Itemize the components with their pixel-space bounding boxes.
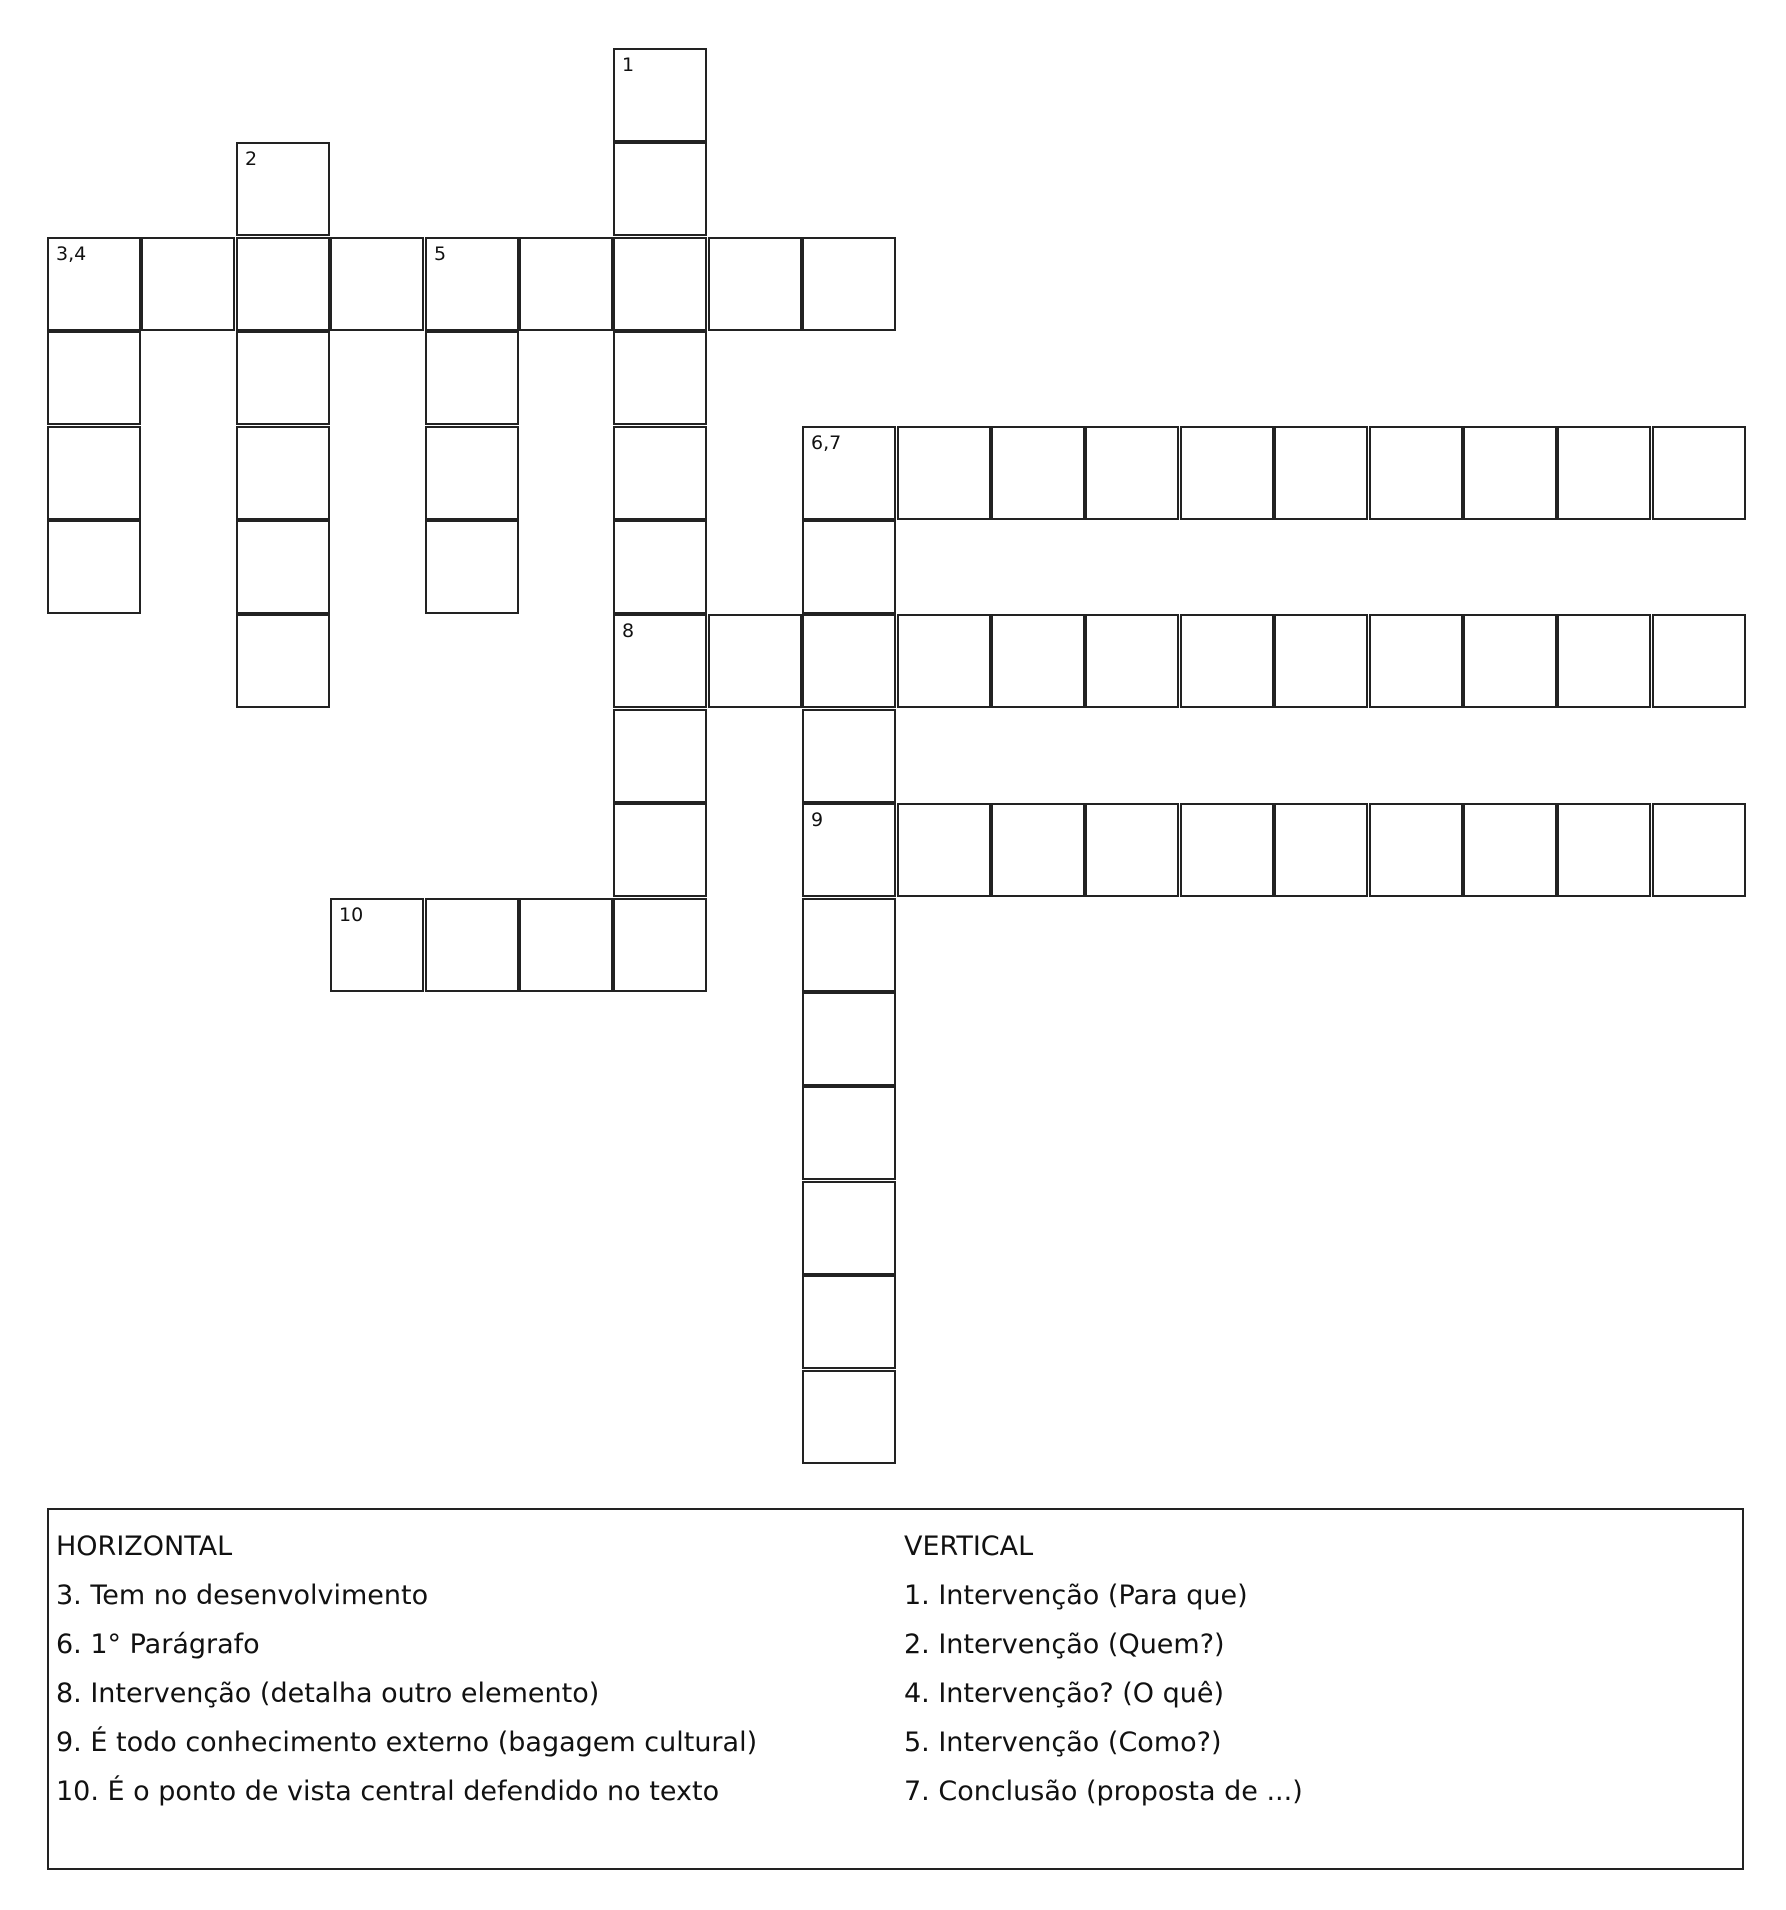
crossword-cell[interactable] bbox=[425, 426, 519, 520]
crossword-cell[interactable] bbox=[613, 614, 707, 708]
crossword-cell[interactable] bbox=[236, 426, 330, 520]
clue-number: 8 bbox=[622, 620, 635, 642]
clues-box bbox=[47, 1508, 1744, 1870]
crossword-cell[interactable] bbox=[1369, 803, 1463, 897]
horizontal-heading: HORIZONTAL bbox=[56, 1531, 233, 1562]
crossword-cell[interactable] bbox=[330, 237, 424, 331]
clue-number: 2 bbox=[245, 148, 258, 170]
vertical-clues bbox=[904, 1522, 1303, 1816]
crossword-cell[interactable] bbox=[47, 520, 141, 614]
crossword-cell[interactable] bbox=[802, 614, 896, 708]
crossword-cell[interactable] bbox=[1274, 426, 1368, 520]
crossword-cell[interactable] bbox=[802, 426, 896, 520]
crossword-cell[interactable] bbox=[991, 426, 1085, 520]
crossword-cell[interactable] bbox=[47, 426, 141, 520]
crossword-cell[interactable] bbox=[613, 331, 707, 425]
clue-item: 8. Intervenção (detalha outro elemento) bbox=[56, 1678, 600, 1709]
crossword-cell[interactable] bbox=[425, 898, 519, 992]
crossword-cell[interactable] bbox=[1652, 426, 1746, 520]
crossword-cell[interactable] bbox=[897, 803, 991, 897]
crossword-cell[interactable] bbox=[1180, 426, 1274, 520]
crossword-cell[interactable] bbox=[802, 237, 896, 331]
crossword-cell[interactable] bbox=[802, 992, 896, 1086]
crossword-cell[interactable] bbox=[141, 237, 235, 331]
clue-number: 1 bbox=[622, 54, 635, 76]
crossword-cell[interactable] bbox=[1085, 614, 1179, 708]
crossword-cell[interactable] bbox=[802, 1086, 896, 1180]
vertical-heading: VERTICAL bbox=[904, 1531, 1034, 1562]
crossword-cell[interactable] bbox=[1652, 614, 1746, 708]
clue-item: 1. Intervenção (Para que) bbox=[904, 1580, 1248, 1611]
clue-number: 6,7 bbox=[811, 432, 842, 454]
crossword-cell[interactable] bbox=[1180, 614, 1274, 708]
crossword-cell[interactable] bbox=[613, 520, 707, 614]
crossword-cell[interactable] bbox=[897, 614, 991, 708]
crossword-cell[interactable] bbox=[1180, 803, 1274, 897]
crossword-cell[interactable] bbox=[425, 237, 519, 331]
crossword-cell[interactable] bbox=[236, 614, 330, 708]
clue-number: 3,4 bbox=[56, 243, 87, 265]
crossword-cell[interactable] bbox=[613, 709, 707, 803]
crossword-cell[interactable] bbox=[1274, 803, 1368, 897]
clue-item: 9. É todo conhecimento externo (bagagem cultural) bbox=[56, 1727, 758, 1758]
crossword-cell[interactable] bbox=[613, 142, 707, 236]
crossword-cell[interactable] bbox=[802, 709, 896, 803]
crossword-cell[interactable] bbox=[425, 520, 519, 614]
crossword-cell[interactable] bbox=[1557, 803, 1651, 897]
crossword-cell[interactable] bbox=[802, 520, 896, 614]
crossword-cell[interactable] bbox=[613, 898, 707, 992]
crossword-cell[interactable] bbox=[1274, 614, 1368, 708]
crossword-cell[interactable] bbox=[991, 614, 1085, 708]
crossword-cell[interactable] bbox=[613, 237, 707, 331]
crossword-cell[interactable] bbox=[802, 898, 896, 992]
crossword-cell[interactable] bbox=[1463, 803, 1557, 897]
crossword-cell[interactable] bbox=[897, 426, 991, 520]
crossword-cell[interactable] bbox=[47, 237, 141, 331]
crossword-cell[interactable] bbox=[1557, 614, 1651, 708]
crossword-cell[interactable] bbox=[425, 331, 519, 425]
crossword-cell[interactable] bbox=[519, 898, 613, 992]
crossword-cell[interactable] bbox=[1463, 426, 1557, 520]
crossword-cell[interactable] bbox=[613, 426, 707, 520]
clue-item: 6. 1° Parágrafo bbox=[56, 1629, 260, 1660]
crossword-cell[interactable] bbox=[708, 614, 802, 708]
crossword-cell[interactable] bbox=[236, 142, 330, 236]
clue-item: 5. Intervenção (Como?) bbox=[904, 1727, 1222, 1758]
crossword-cell[interactable] bbox=[708, 237, 802, 331]
clue-item: 4. Intervenção? (O quê) bbox=[904, 1678, 1225, 1709]
crossword-cell[interactable] bbox=[613, 48, 707, 142]
crossword-cell[interactable] bbox=[802, 803, 896, 897]
clue-number: 5 bbox=[434, 243, 447, 265]
crossword-cell[interactable] bbox=[1557, 426, 1651, 520]
crossword-cell[interactable] bbox=[991, 803, 1085, 897]
crossword-cell[interactable] bbox=[236, 331, 330, 425]
clue-item: 7. Conclusão (proposta de ...) bbox=[904, 1776, 1303, 1807]
crossword-cell[interactable] bbox=[613, 803, 707, 897]
crossword-cell[interactable] bbox=[1463, 614, 1557, 708]
crossword-cell[interactable] bbox=[1085, 426, 1179, 520]
crossword-cell[interactable] bbox=[236, 520, 330, 614]
clue-item: 10. É o ponto de vista central defendido no texto bbox=[56, 1776, 720, 1807]
crossword-cell[interactable] bbox=[802, 1181, 896, 1275]
crossword-cell[interactable] bbox=[236, 237, 330, 331]
crossword-cell[interactable] bbox=[802, 1275, 896, 1369]
crossword-cell[interactable] bbox=[1369, 614, 1463, 708]
crossword-cell[interactable] bbox=[47, 331, 141, 425]
clue-number: 9 bbox=[811, 809, 824, 831]
clue-number: 10 bbox=[339, 904, 364, 926]
crossword-cell[interactable] bbox=[330, 898, 424, 992]
crossword-cell[interactable] bbox=[1652, 803, 1746, 897]
horizontal-clues bbox=[56, 1522, 757, 1816]
crossword-cell[interactable] bbox=[1085, 803, 1179, 897]
clue-item: 2. Intervenção (Quem?) bbox=[904, 1629, 1225, 1660]
crossword-cell[interactable] bbox=[519, 237, 613, 331]
clue-item: 3. Tem no desenvolvimento bbox=[56, 1580, 429, 1611]
crossword-cell[interactable] bbox=[802, 1370, 896, 1464]
crossword-cell[interactable] bbox=[1369, 426, 1463, 520]
